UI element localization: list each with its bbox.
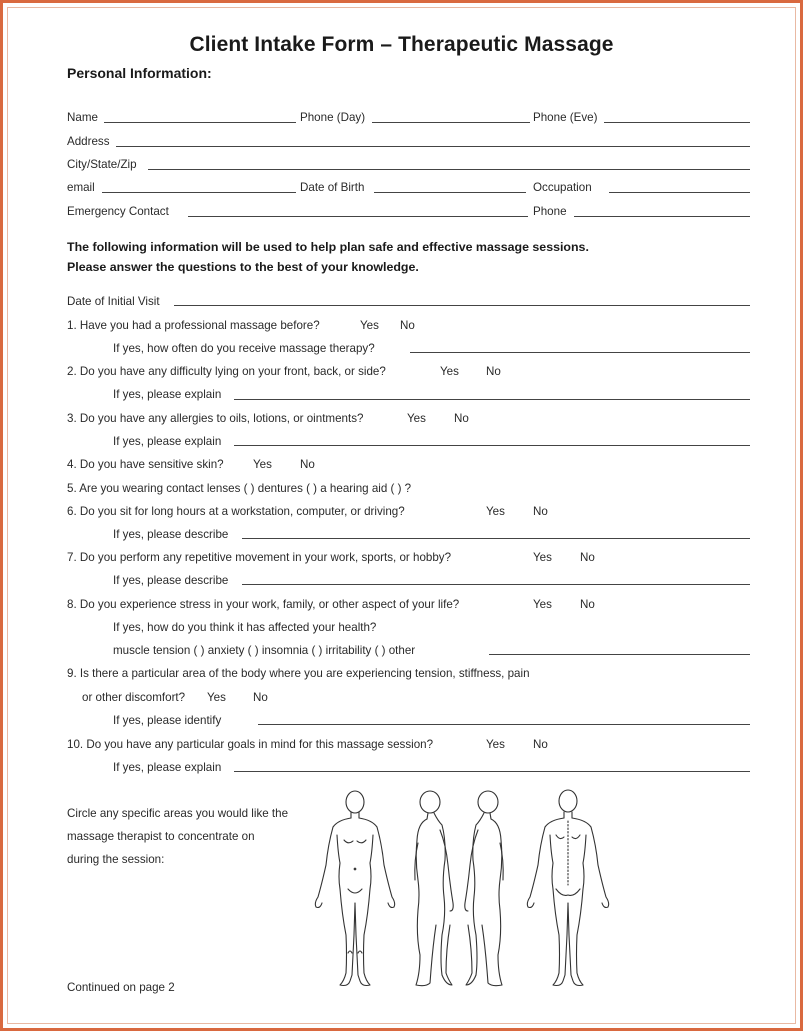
q6-no[interactable]: No: [533, 505, 548, 518]
phone-day-label: Phone (Day): [300, 111, 366, 124]
q2-yes[interactable]: Yes: [440, 365, 459, 378]
info-note-line2: Please answer the questions to the best of your knowledge.: [67, 260, 419, 274]
body-side-left-figure[interactable]: [415, 791, 453, 986]
body-diagram[interactable]: [300, 785, 620, 995]
address-field[interactable]: [116, 146, 750, 147]
city-label: City/State/Zip: [67, 158, 137, 171]
q1-text: 1. Have you had a professional massage before?: [67, 319, 320, 332]
q9-follow-label: If yes, please identify: [113, 714, 222, 727]
q2-no[interactable]: No: [486, 365, 501, 378]
q2-follow-field[interactable]: [234, 399, 750, 400]
form-title: Client Intake Form – Therapeutic Massage: [189, 33, 614, 56]
emergency-phone-label: Phone: [533, 205, 567, 218]
phone-eve-label: Phone (Eve): [533, 111, 598, 124]
city-field[interactable]: [148, 169, 750, 170]
date-initial-label: Date of Initial Visit: [67, 295, 160, 308]
body-side-right-figure[interactable]: [465, 791, 503, 986]
q1-yes[interactable]: Yes: [360, 319, 379, 332]
q8-follow-label: If yes, how do you think it has affected your health?: [113, 621, 377, 634]
q9-follow-field[interactable]: [258, 724, 750, 725]
q10-text: 10. Do you have any particular goals in mind for this massage session?: [67, 738, 434, 751]
dob-field[interactable]: [374, 192, 526, 193]
info-note-line1: The following information will be used to help plan safe and effective massage sessions.: [67, 240, 589, 254]
q7-follow-label: If yes, please describe: [113, 574, 229, 587]
section-heading-personal: Personal Information:: [67, 65, 212, 81]
q6-yes[interactable]: Yes: [486, 505, 505, 518]
dob-label: Date of Birth: [300, 181, 365, 194]
emergency-field[interactable]: [188, 216, 528, 217]
q9-text-line2: or other discomfort?: [82, 691, 186, 704]
name-label: Name: [67, 111, 98, 124]
q4-no[interactable]: No: [300, 458, 315, 471]
name-field[interactable]: [104, 122, 296, 123]
q9-yes[interactable]: Yes: [207, 691, 226, 704]
q2-text: 2. Do you have any difficulty lying on your front, back, or side?: [67, 365, 386, 378]
q3-follow-field[interactable]: [234, 445, 750, 446]
q3-yes[interactable]: Yes: [407, 412, 426, 425]
q3-follow-label: If yes, please explain: [113, 435, 222, 448]
q10-follow-label: If yes, please explain: [113, 761, 222, 774]
q2-follow-label: If yes, please explain: [113, 388, 222, 401]
q8-other-field[interactable]: [489, 654, 750, 655]
q7-no[interactable]: No: [580, 551, 595, 564]
circle-instruction-line2: massage therapist to concentrate on: [67, 830, 255, 843]
q9-no[interactable]: No: [253, 691, 268, 704]
q1-follow-field[interactable]: [410, 352, 750, 353]
continued-note: Continued on page 2: [67, 981, 175, 994]
phone-day-field[interactable]: [372, 122, 530, 123]
q10-no[interactable]: No: [533, 738, 548, 751]
q7-text: 7. Do you perform any repetitive movement in your work, sports, or hobby?: [67, 551, 452, 564]
q5-text: 5. Are you wearing contact lenses ( ) dentures ( ) a hearing aid ( ) ?: [67, 482, 412, 495]
q8-no[interactable]: No: [580, 598, 595, 611]
q4-text: 4. Do you have sensitive skin?: [67, 458, 224, 471]
q4-yes[interactable]: Yes: [253, 458, 272, 471]
q7-follow-field[interactable]: [242, 584, 750, 585]
emergency-label: Emergency Contact: [67, 205, 169, 218]
body-front-figure[interactable]: [315, 791, 394, 986]
q7-yes[interactable]: Yes: [533, 551, 552, 564]
emergency-phone-field[interactable]: [574, 216, 750, 217]
q10-follow-field[interactable]: [234, 771, 750, 772]
q3-no[interactable]: No: [454, 412, 469, 425]
address-label: Address: [67, 135, 110, 148]
phone-eve-field[interactable]: [604, 122, 750, 123]
date-initial-field[interactable]: [174, 305, 750, 306]
q8-yes[interactable]: Yes: [533, 598, 552, 611]
q9-text-line1: 9. Is there a particular area of the body where you are experiencing tension, stiffness, pain: [67, 667, 530, 680]
occupation-label: Occupation: [533, 181, 592, 194]
email-field[interactable]: [102, 192, 296, 193]
q6-follow-label: If yes, please describe: [113, 528, 229, 541]
occupation-field[interactable]: [609, 192, 750, 193]
q3-text: 3. Do you have any allergies to oils, lotions, or ointments?: [67, 412, 364, 425]
q1-follow-label: If yes, how often do you receive massage therapy?: [113, 342, 375, 355]
circle-instruction-line3: during the session:: [67, 853, 165, 866]
q1-no[interactable]: No: [400, 319, 415, 332]
q8-text: 8. Do you experience stress in your work, family, or other aspect of your life?: [67, 598, 460, 611]
q10-yes[interactable]: Yes: [486, 738, 505, 751]
body-back-figure[interactable]: [527, 790, 608, 986]
q8-options: muscle tension ( ) anxiety ( ) insomnia ( ) irritability ( ) other: [113, 644, 416, 657]
q6-text: 6. Do you sit for long hours at a workstation, computer, or driving?: [67, 505, 405, 518]
q6-follow-field[interactable]: [242, 538, 750, 539]
email-label: email: [67, 181, 95, 194]
circle-instruction-line1: Circle any specific areas you would like the: [67, 807, 289, 820]
